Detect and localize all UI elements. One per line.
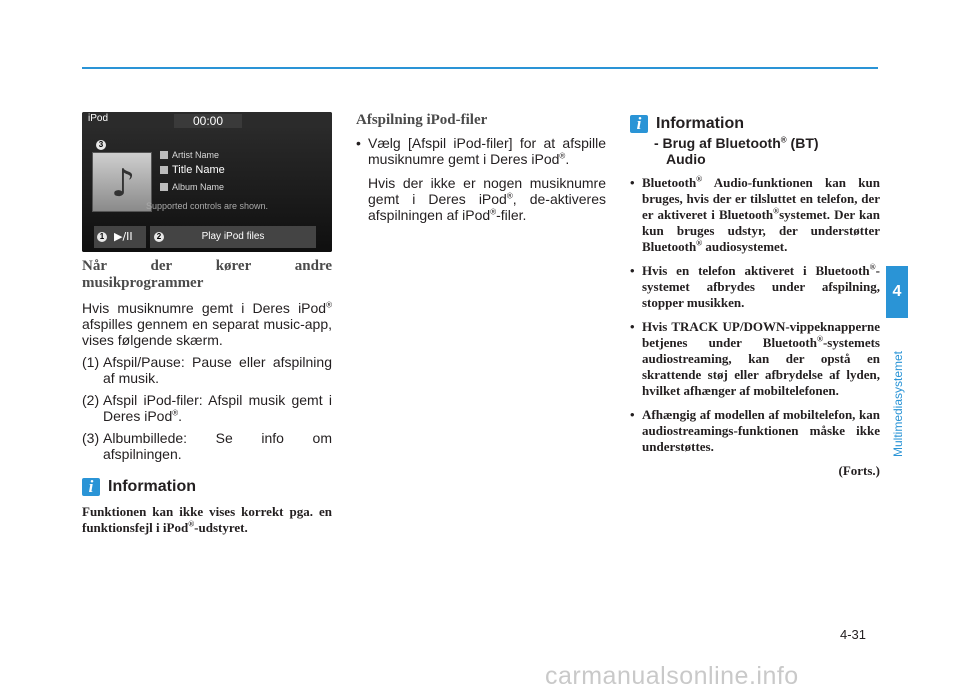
para-text-b: , de-aktiveres afspilningen af iPod [368,191,606,223]
artist-row [160,150,219,160]
play-ipod-files-button[interactable] [150,226,316,248]
reg-mark: ® [188,519,195,529]
list-item [356,135,606,167]
item-text-end: . [178,408,183,424]
item-number: (1) [82,354,100,370]
bullet-text: Hvis TRACK UP/DOWN-vippeknapperne betjenes under Bluetooth [642,319,880,350]
info-text-a: Funktionen kan ikke vises korrekt pga. en funktionsfejl i iPod [82,504,332,535]
title-icon [160,166,168,174]
info-title: Information [656,115,744,132]
intro-text-a: Hvis musiknumre gemt i Deres iPod [82,300,327,316]
list-item [82,392,332,424]
reg-mark: ® [696,238,703,248]
bullet-text: -systemet afbrydes under afspilning, stopper musikken. [642,263,880,310]
bullet-text: Bluetooth [642,175,697,190]
para-text-a: Hvis der ikke er nogen musiknumre gemt i Deres iPod [368,175,606,207]
playback-paragraph [356,175,606,223]
bluetooth-bullets [630,175,880,455]
artist-icon [160,151,168,159]
screen-source-label: iPod [88,113,109,124]
info-box-header [82,478,332,496]
play-ipod-files-label: Play iPod files [201,231,265,242]
list-item [630,319,880,399]
supported-controls-text: Supported controls are shown. [145,201,269,211]
list-item [630,263,880,311]
reg-mark: ® [172,408,179,418]
header-rule [82,67,878,69]
bullet-text: Audio-funktionen kan kun bruges, hvis der er tilsluttet en telefon, der er aktiveret i Bluetooth [642,175,880,222]
reg-mark: ® [490,207,497,217]
watermark: carmanualsonline.info [545,662,799,690]
ipod-screen-figure [82,112,332,252]
info-title: Information [108,478,196,495]
section-heading-playback: Afspilning iPod-filer [356,112,488,128]
title-row [160,164,225,176]
bullet-text: -systemets audiostreaming, kan der opstå en skrattende støj eller afbrydelse af lyden, hvilket afhænger af mobiltelefonen. [642,335,880,398]
item-text: Afspil/Pause: Pause eller afspilning af musik. [103,354,332,386]
playback-bullets [356,135,606,167]
column-middle [356,112,606,223]
reg-mark: ® [559,151,566,161]
reg-mark: ® [506,191,513,201]
item-number: (2) [82,392,100,408]
info-icon: i [630,115,648,133]
subtitle-text-b: (BT) [786,135,819,151]
bullet-text: systemet. Der kan kun bruges udstyr, der understøtter Bluetooth [642,207,880,254]
bullet-text: Hvis en telefon aktiveret i Bluetooth [642,263,870,278]
album-name: Album Name [172,182,225,192]
badge-2: 2 [154,232,164,242]
title-name: Title Name [172,164,225,176]
list-item [82,430,332,462]
intro-paragraph [82,300,332,348]
reg-mark: ® [816,334,823,344]
info-box-header [630,115,880,133]
info-text [82,504,332,536]
list-item [630,407,880,455]
item-number: (3) [82,430,100,446]
bullet-text: Afhængig af modellen af mobiltelefon, kan audiostreamings-funktionen måske ikke understøttes. [642,407,880,454]
numbered-list [82,354,332,462]
badge-3: 3 [96,140,106,150]
column-left [82,112,332,536]
info-icon: i [82,478,100,496]
chapter-label: Multimediasystemet [891,350,905,458]
reg-mark: ® [869,262,876,272]
continued-note: (Forts.) [838,463,880,478]
info-text-b: -udstyret. [194,520,248,535]
column-right [630,112,880,479]
item-text: Afspil iPod-filer: Afspil musik gemt i Deres iPod [103,392,332,424]
screen-header [82,112,332,128]
item-text: Albumbillede: Se info om afspilningen. [103,430,332,462]
artist-name: Artist Name [172,150,220,160]
subtitle-text-a: - Brug af Bluetooth [654,135,781,151]
reg-mark: ® [773,206,780,216]
info-subtitle [630,135,880,167]
reg-mark: ® [780,135,787,145]
list-item [630,175,880,255]
para-text-c: -filer. [496,207,527,223]
page-number: 4-31 [840,627,867,642]
subtitle-text-c: Audio [666,151,706,167]
bullet-text-a: Vælg [Afspil iPod-filer] for at afspille musiknumre gemt i Deres iPod [368,135,606,167]
chapter-tab: 4 [886,266,908,318]
intro-text-b: afspilles gennem en separat music-app, vises følgende skærm. [82,316,332,348]
bullet-text: audiosystemet. [702,239,788,254]
play-pause-button[interactable] [94,226,146,248]
album-row [160,182,224,192]
music-note-icon: ♪ [111,161,136,205]
list-item [82,354,332,386]
screen-time: 00:00 [174,114,242,128]
play-pause-icon: ▶/II [114,230,133,243]
bullet-text-b: . [565,151,570,167]
badge-1: 1 [97,232,107,242]
album-icon [160,183,168,191]
reg-mark: ® [696,174,703,184]
reg-mark: ® [326,300,332,310]
section-heading-other-music: Når der kører andre musikprogrammer [82,258,332,291]
